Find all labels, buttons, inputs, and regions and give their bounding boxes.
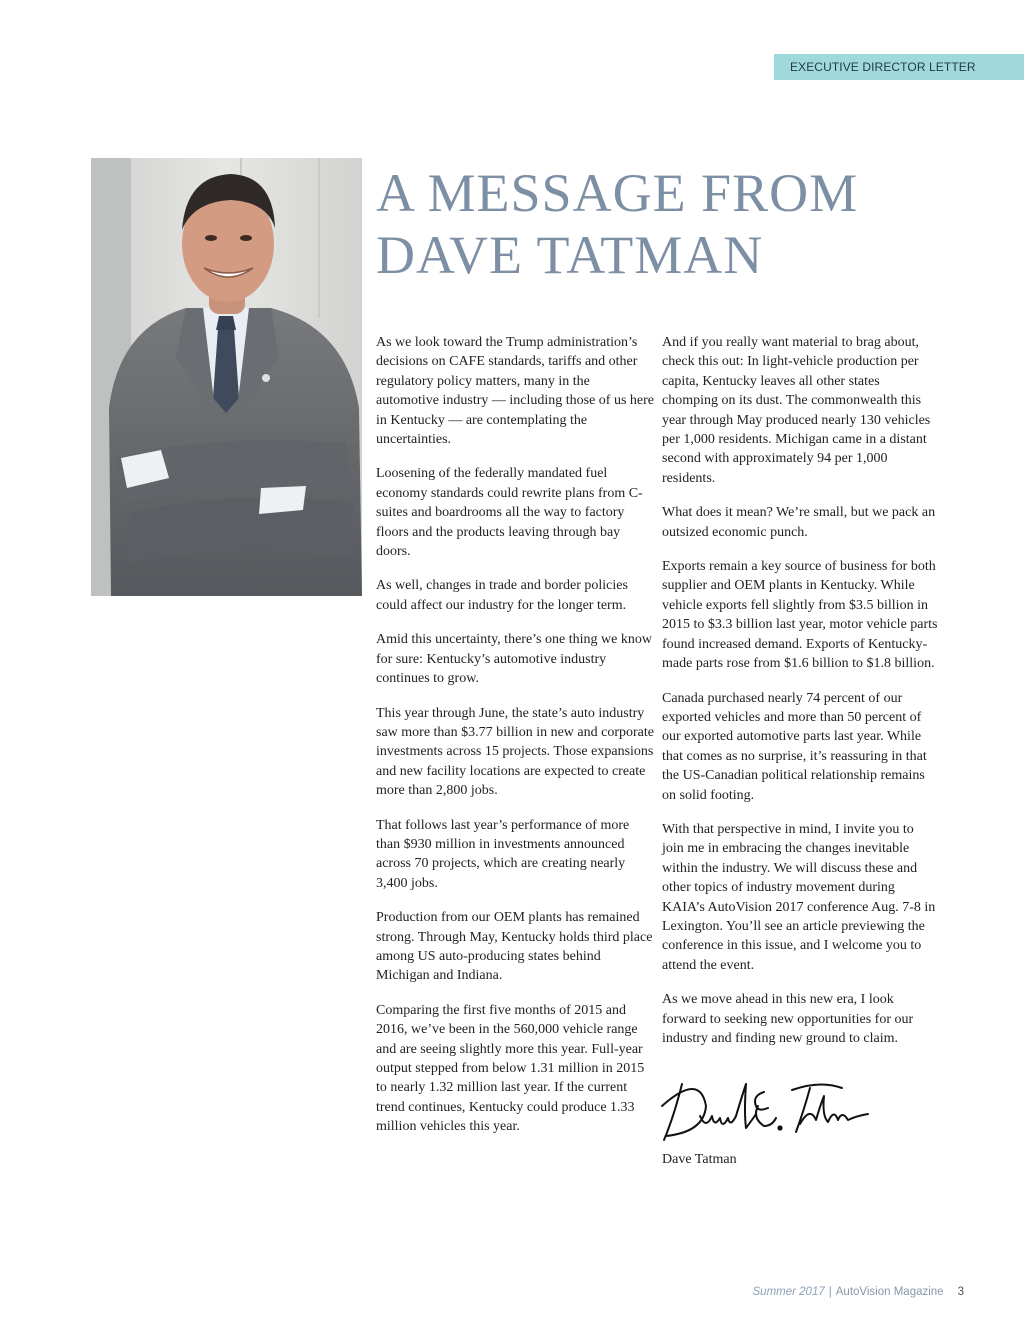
- handwritten-signature: [660, 1076, 870, 1148]
- title-line-2: DAVE TATMAN: [376, 225, 764, 285]
- title-line-1: A MESSAGE FROM: [376, 163, 859, 223]
- paragraph: As we move ahead in this new era, I look forward to seeking new opportunities for our industry and finding new ground to claim.: [662, 992, 914, 1046]
- paragraph: And if you really want material to brag about, check this out: In light-vehicle production per capita, Kentucky leaves all other states chomping on its dust. The commonwealth this year through May produced nearly 130 vehicles per 1,000 residents. Michigan came in a distant second with approximately 94 per 1,000 residents.: [662, 335, 931, 486]
- paragraph: That follows last year’s performance of more than $930 million in investments announced across 70 projects, which are creating nearly 3,400 jobs.: [376, 817, 630, 891]
- portrait-photo: [91, 158, 362, 596]
- right-column: [662, 333, 938, 1063]
- footer-season: Summer 2017: [752, 1286, 825, 1298]
- paragraph: Amid this uncertainty, there’s one thing we know for sure: Kentucky’s automotive industry continues to grow.: [376, 632, 652, 687]
- page-number: 3: [957, 1286, 964, 1298]
- section-tag: EXECUTIVE DIRECTOR LETTER: [774, 54, 1024, 80]
- paragraph: Comparing the first five months of 2015 and 2016, we’ve been in the 560,000 vehicle range and are seeing slightly more this year. Full-year output stepped from below 1.31 million in 2015 to nearly 1.32 million last year. If the current trend continues, Kentucky could produce 1.33 million vehicles this year.: [376, 1002, 645, 1135]
- paragraph: This year through June, the state’s auto industry saw more than $3.77 billion in new and corporate investments across 15 projects. Those expansions and new facility locations are expected to create more than 2,800 jobs.: [376, 705, 654, 799]
- signer-name: Dave Tatman: [662, 1152, 737, 1167]
- paragraph: Loosening of the federally mandated fuel economy standards could rewrite plans from C-suites and boardrooms all the way to factory floors and the products leaving through bay doors.: [376, 466, 643, 560]
- paragraph: Canada purchased nearly 74 percent of our exported vehicles and more than 50 percent of our exported automotive parts last year. While that comes as no surprise, it’s reassuring in that the US-Canadian political relationship remains on solid footing.: [662, 690, 927, 803]
- footer-publication: AutoVision Magazine: [835, 1286, 944, 1298]
- footer-separator: |: [828, 1286, 832, 1298]
- page-footer: [753, 1286, 964, 1298]
- paragraph: With that perspective in mind, I invite you to join me in embracing the changes inevitable within the industry. We will discuss these and other topics of industry movement during KAIA’s AutoVision 2017 conference Aug. 7-8 in Lexington. You’ll see an article previewing the conference in this issue, and I welcome you to attend the event.: [662, 821, 936, 973]
- paragraph: Exports remain a key source of business for both supplier and OEM plants in Kentucky. While vehicle exports fell slightly from $3.5 billion in 2015 to $3.3 billion last year, motor vehicle parts found increased demand. Exports of Kentucky-made parts rose from $1.6 billion to $1.8 billion.: [662, 559, 938, 672]
- paragraph: What does it mean? We’re small, but we pack an outsized economic punch.: [662, 505, 936, 540]
- paragraph: As we look toward the Trump administration’s decisions on CAFE standards, tariffs and other regulatory policy matters, many in the automotive industry — including those of us here in Kentucky — are contemplating the uncertainties.: [376, 335, 655, 448]
- left-column: [376, 333, 654, 1152]
- paragraph: Production from our OEM plants has remained strong. Through May, Kentucky holds third place among US auto-producing states behind Michigan and Indiana.: [376, 910, 653, 984]
- paragraph: As well, changes in trade and border policies could affect our industry for the longer term.: [376, 578, 628, 613]
- page-title: [376, 162, 976, 286]
